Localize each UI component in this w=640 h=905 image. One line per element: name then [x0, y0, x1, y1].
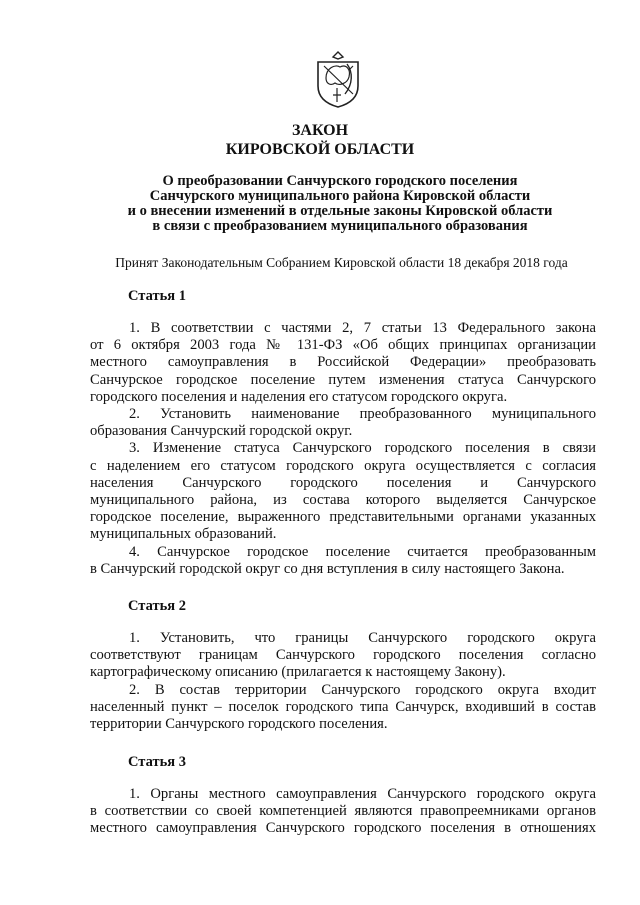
paragraph	[90, 440, 596, 457]
law-title: ЗАКОН	[291, 122, 349, 139]
text-line: муниципального района, из состава которого выделяется Санчурское	[90, 492, 596, 509]
text-line: муниципальных образований.	[90, 526, 277, 543]
paragraph	[90, 664, 596, 681]
paragraph	[90, 803, 596, 837]
paragraph	[90, 337, 596, 389]
paragraph	[90, 389, 596, 406]
article-1-body	[90, 320, 596, 578]
paragraph	[90, 544, 596, 561]
paragraph	[90, 716, 596, 733]
text-line: 4. Санчурское городское поселение считается преобразованным	[129, 543, 596, 560]
kirov-coat-of-arms-icon	[313, 50, 363, 108]
subject-line: и о внесении изменений в отдельные законы Кировской области	[127, 203, 553, 219]
article-3-heading: Статья 3	[128, 754, 186, 770]
paragraph	[90, 406, 596, 423]
text-line: 1. Установить, что границы Санчурского городского округа	[129, 630, 596, 646]
paragraph	[90, 423, 596, 440]
text-line: населенный пункт – поселок городского типа Санчурск, входивший в состав	[90, 698, 596, 715]
text-line: от 6 октября 2003 года № 131-ФЗ «Об общих принципах организации	[90, 337, 596, 354]
paragraph	[90, 526, 596, 543]
article-2-body	[90, 630, 596, 733]
text-line: в Санчурский городской округ со дня вступления в силу настоящего Закона.	[90, 560, 565, 577]
text-line: городское поселение, выраженного представительными органами указанных	[90, 509, 596, 526]
text-line: 2. Установить наименование преобразованного муниципального	[129, 406, 596, 423]
subject-line: в связи с преобразованием муниципального образования	[152, 218, 528, 234]
law-subject	[0, 174, 640, 234]
subject-line: Санчурского муниципального района Кировской области	[149, 188, 531, 204]
text-line: 1. Органы местного самоуправления Санчурского городского округа	[129, 786, 596, 802]
text-line: 3. Изменение статуса Санчурского городского поселения в связи	[129, 440, 596, 457]
paragraph	[90, 320, 596, 337]
text-line: соответствуют границам Санчурского городского поселения согласно	[90, 647, 596, 664]
paragraph	[90, 647, 596, 664]
paragraph	[90, 699, 596, 716]
text-line: 2. В состав территории Санчурского городского округа входит	[129, 681, 596, 698]
paragraph	[90, 786, 596, 803]
paragraph	[90, 458, 596, 527]
article-1-heading: Статья 1	[128, 288, 186, 304]
paragraph	[90, 630, 596, 647]
text-line: местного самоуправления Санчурского городского поселения в отношениях	[90, 820, 596, 837]
text-line: в соответствии со своей компетенцией являются правопреемниками органов	[90, 803, 596, 820]
text-line: городского поселения и наделения его статусом городского округа.	[90, 388, 508, 405]
article-2-heading: Статья 2	[128, 598, 186, 614]
text-line: с наделением его статусом городского округа осуществляется с согласия	[90, 457, 596, 474]
text-line: образования Санчурский городской округ.	[90, 423, 353, 440]
text-line: Санчурское городское поселение путем изменения статуса Санчурского	[90, 371, 596, 388]
subject-line: О преобразовании Санчурского городского поселения	[162, 173, 518, 189]
paragraph	[90, 561, 596, 578]
text-line: картографическому описанию (прилагается к настоящему Закону).	[90, 664, 506, 681]
text-line: территории Санчурского городского поселения.	[90, 716, 388, 733]
text-line: населения Санчурского городского поселения и Санчурского	[90, 474, 596, 491]
text-line: 1. В соответствии с частями 2, 7 статьи 13 Федерального закона	[129, 320, 596, 336]
adoption-note: Принят Законодательным Собранием Кировской области 18 декабря 2018 года	[115, 255, 568, 270]
paragraph	[90, 682, 596, 699]
article-3-body	[90, 786, 596, 838]
law-region-title: КИРОВСКОЙ ОБЛАСТИ	[225, 141, 415, 158]
text-line: местного самоуправления в Российской Федерации» преобразовать	[90, 354, 596, 371]
